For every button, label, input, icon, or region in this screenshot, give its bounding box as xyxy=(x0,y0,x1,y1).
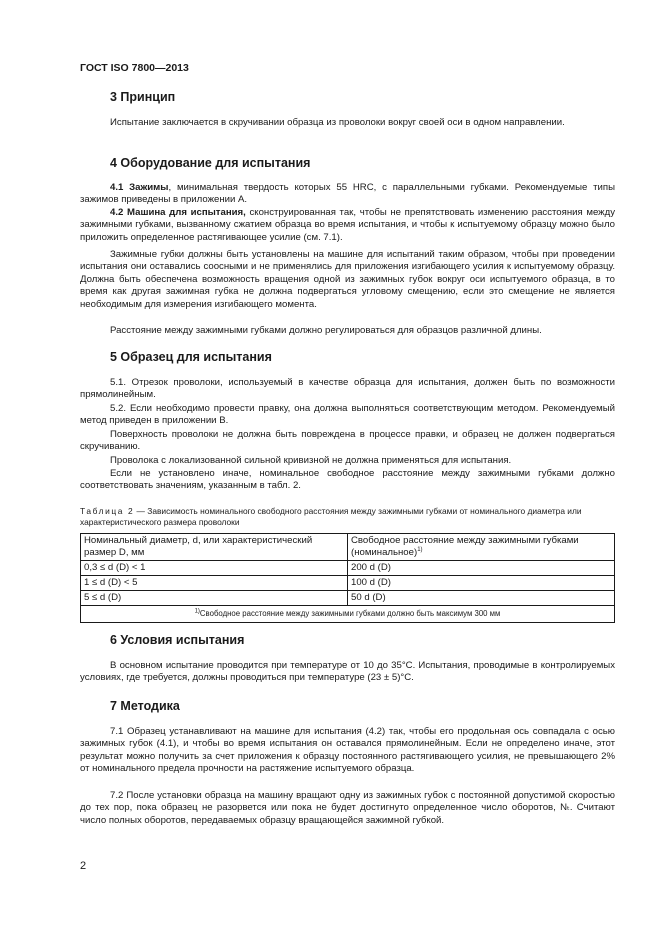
section-7-2-paragraph: 7.2 После установки образца на машину вращают одну из зажимных губок с постоянной допустимой скоростью до тех пор, пока образец не разорвется или пока не будет достигнуто определенное число оборотов, Nₜ. Считают число полных оборотов, передаваемых образцу вращающейся зажимной губкой. xyxy=(80,790,615,826)
section-5-paragraph-5: Если не установлено иначе, номинальное свободное расстояние между зажимными губками должно соответствовать значениям, указанным в табл. 2. xyxy=(80,468,615,492)
section-5-paragraph-4: Проволока с локализованной сильной кривизной не должна применяться для испытания. xyxy=(110,455,512,466)
table-cell-range: 0,3 ≤ d (D) < 1 xyxy=(81,561,348,576)
section-4-1-label: 4.1 Зажимы xyxy=(110,182,169,193)
section-4-paragraph-3: Зажимные губки должны быть установлены на машине для испытаний таким образом, чтобы при проведении испытания они оставались соосными и не применялись для приложения изгибающего усилия к испытуемому образцу. Должна быть обеспечена возможность вращения одной из зажимных губок вокруг оси испытуемого образца, в то время как другая зажимная губка не должна подвергаться угловому смещению, если это смещение не является необходимым для измерения изгибающего момента. xyxy=(80,249,615,310)
table-row xyxy=(81,561,615,576)
section-5-1-paragraph: 5.1. Отрезок проволоки, используемый в качестве образца для испытания, должен быть по возможности прямолинейным. xyxy=(80,377,615,401)
table-cell-distance: 100 d (D) xyxy=(348,576,615,591)
standard-header: ГОСТ ISO 7800—2013 xyxy=(80,62,189,74)
table-row xyxy=(81,576,615,591)
section-5-2-paragraph: 5.2. Если необходимо провести правку, она должна выполняться соответствующим методом. Рекомендуемый метод приведен в приложении В. xyxy=(80,403,615,427)
section-4-paragraph-4: Расстояние между зажимными губками должно регулироваться для образцов различной длины. xyxy=(110,325,542,336)
table-2-caption: Таблица 2 — Зависимость номинального свободного расстояния между зажимными губками от номинального диаметра или характеристического размера проволоки xyxy=(80,506,582,527)
table-cell-range: 5 ≤ d (D) xyxy=(81,591,348,606)
section-4-2-label: 4.2 Машина для испытания, xyxy=(110,207,246,218)
page-number: 2 xyxy=(80,860,87,872)
footnote-ref: 1) xyxy=(417,546,423,553)
section-3-title: 3 Принцип xyxy=(110,90,176,104)
section-6-paragraph: В основном испытание проводится при температуре от 10 до 35°С. Испытания, проводимые в контролируемых условиях, где требуется, должны проводиться при температуре (23 ± 5)°С. xyxy=(80,660,615,684)
table-note-row xyxy=(81,606,615,623)
section-7-1-paragraph: 7.1 Образец устанавливают на машине для испытания (4.2) так, чтобы его продольная ось совпадала с осью зажимных губок (4.1), и чтобы во время испытания он оставался прямолинейным. Если не определено иначе, этот результат можно получить за счет приложения к образцу постоянного растягивающего усилия, не превышающего 2% от номинального предела прочности на растяжение испытуемого образца. xyxy=(80,726,615,775)
table-row xyxy=(81,591,615,606)
section-4-title: 4 Оборудование для испытания xyxy=(110,156,311,170)
table-footnote: $^{1)}$Свободное расстояние между зажимными губками должно быть максимум 300 мм xyxy=(81,606,615,623)
table-cell-distance: 200 d (D) xyxy=(348,561,615,576)
section-5-title: 5 Образец для испытания xyxy=(110,350,272,364)
table-cell-distance: 50 d (D) xyxy=(348,591,615,606)
section-4-2-paragraph: 4.2 Машина для испытания, сконструированная так, чтобы не препятствовать изменению расстояния между зажимными губками, вызванному сжатием образца во время испытания, и чтобы к испытуемому образцу можно было приложить определенное растягивающее усилие (см. 7.1). xyxy=(80,207,615,243)
section-7-title: 7 Методика xyxy=(110,699,180,713)
table-2 xyxy=(80,533,615,623)
section-4-1-paragraph: 4.1 Зажимы, минимальная твердость которых 55 HRC, с параллельными губками. Рекомендуемые типы зажимов приведены в приложении А. xyxy=(80,182,616,206)
table-cell-range: 1 ≤ d (D) < 5 xyxy=(81,576,348,591)
table-header-row xyxy=(81,534,615,561)
section-5-paragraph-3: Поверхность проволоки не должна быть повреждена в процессе правки, и образец не должен подвергаться скручиванию. xyxy=(80,429,615,453)
section-6-title: 6 Условия испытания xyxy=(110,633,245,647)
section-3-paragraph: Испытание заключается в скручивании образца из проволоки вокруг своей оси в одном направлении. xyxy=(110,117,565,128)
table-header-distance: Свободное расстояние между зажимными губками (номинальное)$^{1)}$ xyxy=(348,534,615,561)
table-header-diameter: Номинальный диаметр, d, или характеристический размер D, мм xyxy=(81,534,348,561)
table-2-caption-label: Таблица 2 xyxy=(80,506,135,516)
